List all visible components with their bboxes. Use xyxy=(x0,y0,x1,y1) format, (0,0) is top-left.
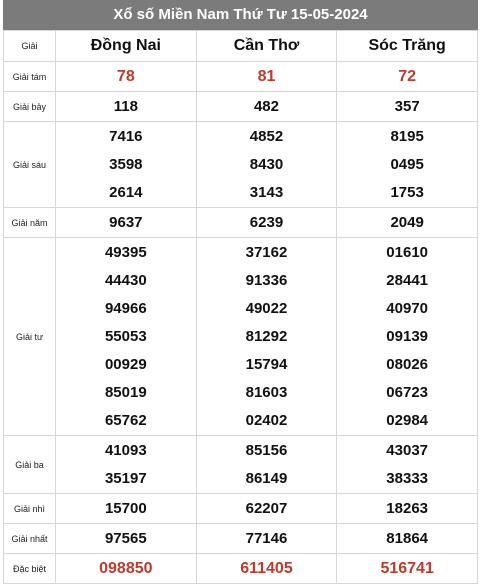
prize-number: 06723 xyxy=(386,383,429,401)
prize-number: 62207 xyxy=(245,499,288,517)
prize-number: 098850 xyxy=(99,559,153,577)
prize-label: Giải ba xyxy=(4,436,56,494)
prize-cell xyxy=(56,62,197,92)
prize-number: 49022 xyxy=(245,299,288,317)
prize-number: 35197 xyxy=(104,469,147,487)
prize-number: 9637 xyxy=(109,213,143,231)
prize-label: Giải tám xyxy=(4,62,56,92)
prize-number: 01610 xyxy=(386,243,429,261)
prize-number: 02402 xyxy=(245,411,288,429)
prize-number: 611405 xyxy=(240,559,293,577)
prize-row-giai-tu xyxy=(4,238,478,436)
prize-number: 7416 xyxy=(109,127,143,145)
prize-number: 43037 xyxy=(386,441,429,459)
prize-cell xyxy=(56,208,197,238)
prize-cell xyxy=(196,92,337,122)
prize-row-giai-nhi xyxy=(4,494,478,524)
prize-label: Giải năm xyxy=(4,208,56,238)
prize-cell xyxy=(337,62,478,92)
prize-cell xyxy=(196,238,337,436)
prize-number: 3143 xyxy=(249,183,284,201)
prize-number: 40970 xyxy=(386,299,429,317)
prize-number: 4852 xyxy=(249,127,284,145)
prize-number: 78 xyxy=(116,67,135,85)
prize-number: 91336 xyxy=(245,271,288,289)
prize-row-giai-bay xyxy=(4,92,478,122)
prize-cell xyxy=(196,122,337,208)
province-can-tho: Cần Thơ xyxy=(196,31,337,62)
prize-cell xyxy=(337,554,478,584)
prize-number: 8195 xyxy=(390,127,424,145)
prize-cell xyxy=(56,92,197,122)
prize-row-giai-tam xyxy=(4,62,478,92)
prize-cell xyxy=(196,436,337,494)
header-row xyxy=(4,31,478,62)
prize-cell xyxy=(337,122,478,208)
prize-cell xyxy=(56,524,197,554)
prize-cell xyxy=(196,62,337,92)
prize-row-giai-nhat xyxy=(4,524,478,554)
province-dong-nai: Đồng Nai xyxy=(56,31,197,62)
prize-cell xyxy=(337,208,478,238)
prize-cell xyxy=(196,524,337,554)
prize-cell xyxy=(337,238,478,436)
prize-row-giai-nam xyxy=(4,208,478,238)
prize-number: 77146 xyxy=(245,529,288,547)
prize-number: 6239 xyxy=(249,213,284,231)
prize-number: 118 xyxy=(113,97,138,115)
prize-number: 15794 xyxy=(245,355,288,373)
prize-cell xyxy=(337,494,478,524)
prize-cell xyxy=(56,122,197,208)
prize-number: 3598 xyxy=(109,155,143,173)
prize-number: 482 xyxy=(253,97,279,115)
prize-number: 65762 xyxy=(104,411,147,429)
prize-row-giai-ba xyxy=(4,436,478,494)
prize-number: 1753 xyxy=(390,183,424,201)
prize-number: 2049 xyxy=(390,213,424,231)
prize-cell xyxy=(196,554,337,584)
prize-number: 09139 xyxy=(386,327,429,345)
prize-cell xyxy=(56,238,197,436)
prize-number: 81603 xyxy=(245,383,288,401)
prize-label: Giải bảy xyxy=(4,92,56,122)
prize-number: 94966 xyxy=(104,299,147,317)
prize-number: 55053 xyxy=(104,327,147,345)
prize-number: 86149 xyxy=(245,469,288,487)
prize-cell xyxy=(196,208,337,238)
prize-number: 81 xyxy=(257,67,276,85)
prize-number: 08026 xyxy=(386,355,429,373)
prize-number: 81864 xyxy=(386,529,429,547)
prize-cell xyxy=(337,92,478,122)
prize-cell xyxy=(337,436,478,494)
prize-cell xyxy=(56,554,197,584)
prize-number: 15700 xyxy=(104,499,147,517)
prize-number: 72 xyxy=(398,67,417,85)
prize-cell xyxy=(337,524,478,554)
prize-number: 02984 xyxy=(386,411,429,429)
prize-number: 516741 xyxy=(380,559,434,577)
prize-number: 8430 xyxy=(249,155,284,173)
prize-label: Giải tư xyxy=(4,238,56,436)
results-title: Xổ số Miền Nam Thứ Tư 15-05-2024 xyxy=(3,0,478,30)
prize-label: Đặc biệt xyxy=(4,554,56,584)
prize-number: 18263 xyxy=(386,499,429,517)
prize-number: 44430 xyxy=(104,271,147,289)
prize-row-giai-sau xyxy=(4,122,478,208)
prize-number: 00929 xyxy=(104,355,147,373)
prize-cell xyxy=(56,436,197,494)
prize-cell xyxy=(56,494,197,524)
prize-number: 97565 xyxy=(104,529,147,547)
province-soc-trang: Sóc Trăng xyxy=(337,31,478,62)
results-table xyxy=(3,30,478,584)
prize-number: 0495 xyxy=(390,155,424,173)
prize-label: Giải nhất xyxy=(4,524,56,554)
prize-label: Giải sáu xyxy=(4,122,56,208)
header-label: Giải xyxy=(4,31,56,62)
prize-number: 38333 xyxy=(386,469,429,487)
prize-number: 85019 xyxy=(104,383,147,401)
prize-number: 28441 xyxy=(386,271,429,289)
prize-number: 41093 xyxy=(104,441,147,459)
prize-cell xyxy=(196,494,337,524)
prize-number: 85156 xyxy=(245,441,288,459)
prize-number: 2614 xyxy=(109,183,143,201)
prize-number: 37162 xyxy=(245,243,288,261)
lottery-results-panel xyxy=(3,0,478,576)
prize-number: 357 xyxy=(394,97,420,115)
prize-number: 81292 xyxy=(245,327,288,345)
prize-row-dac-biet xyxy=(4,554,478,584)
prize-label: Giải nhì xyxy=(4,494,56,524)
prize-number: 49395 xyxy=(104,243,147,261)
